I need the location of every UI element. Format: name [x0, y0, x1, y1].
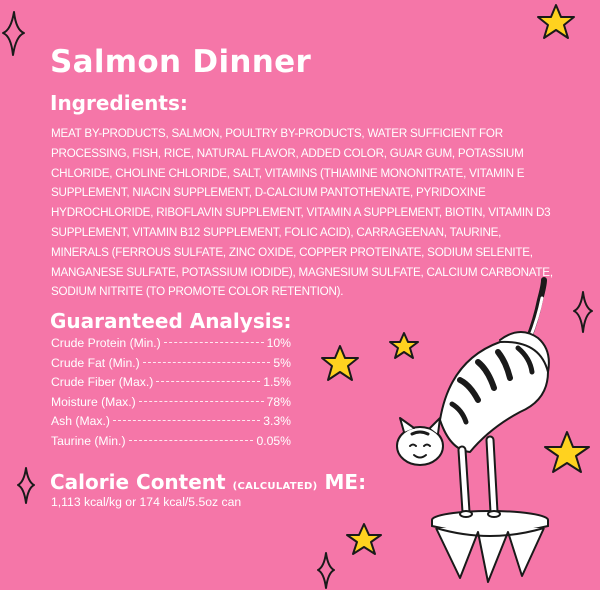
ingredients-list: MEAT BY-PRODUCTS, SALMON, POULTRY BY-PRODUCTS, WATER SUFFICIENT FOR PROCESSING, FISH, RICE, NATURAL FLAVOR, ADDED COLOR, GUAR GUM, POTASSIUM CHLORIDE, CHOLINE CHLORIDE, SALT, VITAMINS (THIAMINE MONONITRATE, VITAMIN E SUPPLEMENT, NIACIN SUPPLEMENT, D-CALCIUM PANTOTHENATE, PYRIDOXINE HYDROCHLORIDE, RIBOFLAVIN SUPPLEMENT, VITAMIN A SUPPLEMENT, BIOTIN, VITAMIN D3 SUPPLEMENT, VITAMIN B12 SUPPLEMENT, FOLIC ACID), CARRAGEENAN, TAURINE, MINERALS (FERROUS SULFATE, ZINC OXIDE, COPPER PROTEINATE, SODIUM SELENITE, MANGANESE SULFATE, POTASSIUM IODIDE), MAGNESIUM SULFATE, CALCIUM CARBONATE, SODIUM NITRITE (TO PROMOTE COLOR RETENTION). — [51, 126, 553, 299]
calorie-heading-suffix: ME: — [324, 470, 367, 494]
star-icon — [538, 5, 574, 38]
analysis-label: Crude Fat (Min.) — [51, 355, 140, 370]
analysis-value: 1.5% — [263, 375, 291, 390]
analysis-label: Crude Protein (Min.) — [51, 336, 161, 350]
star-icon — [322, 346, 358, 380]
analysis-label: Ash (Max.) — [51, 414, 110, 429]
sparkle-icon — [318, 553, 334, 588]
star-icon — [390, 333, 418, 358]
analysis-value: 0.05% — [256, 433, 291, 448]
sparkle-icon — [3, 12, 24, 55]
cat-illustration — [397, 280, 549, 517]
ingredients-heading: Ingredients: — [50, 91, 188, 115]
analysis-label: Crude Fiber (Max.) — [51, 375, 154, 390]
page-title: Salmon Dinner — [50, 44, 312, 80]
star-icon — [545, 432, 589, 472]
pedestal-illustration — [432, 511, 548, 582]
analysis-value: 10% — [266, 336, 291, 350]
star-icon — [347, 524, 381, 554]
calorie-value: 1,113 kcal/kg or 174 kcal/5.5oz can — [51, 495, 242, 509]
analysis-heading: Guaranteed Analysis: — [50, 309, 292, 333]
sparkle-icon — [18, 468, 34, 503]
analysis-value: 3.3% — [263, 414, 291, 429]
analysis-label: Moisture (Max.) — [51, 394, 136, 409]
analysis-value: 78% — [266, 394, 291, 409]
analysis-value: 5% — [273, 355, 291, 370]
sparkle-icon — [574, 292, 592, 332]
analysis-label: Taurine (Min.) — [51, 433, 126, 448]
calorie-heading-main: Calorie Content — [50, 470, 226, 494]
calorie-heading-note: (CALCULATED) — [232, 481, 318, 492]
